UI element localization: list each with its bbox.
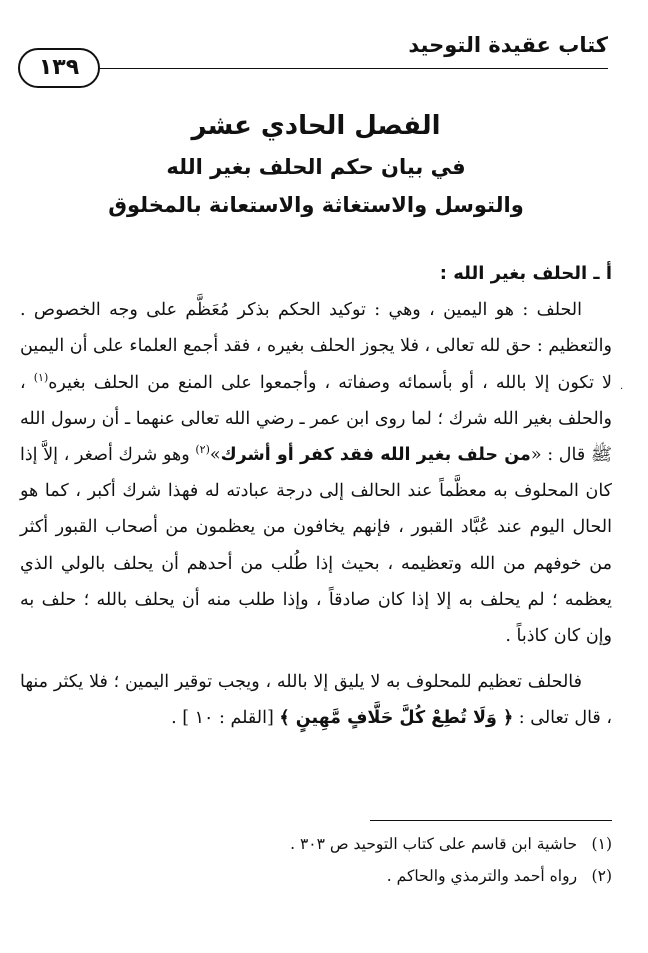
section-heading: أ ـ الحلف بغير الله : [439,263,612,284]
paragraph-2-part1: فالحلف تعظيم للمحلوف به لا يليق إلا بالله ، ويجب توقير اليمين ؛ فلا يكثر منها ، قال تعالى : [20,672,612,729]
verse-reference: [القلم : ١٠ ] . [171,708,280,729]
chapter-title: الفصل الحادي عشر [191,111,441,141]
book-title: كتاب عقيدة التوحيد [402,30,608,60]
paragraph-1-part2: ، والحلف بغير الله شرك ؛ لما روى ابن عمر ـ رضي الله تعالى عنهما ـ أن رسول الله ﷺ قال : « [20,372,613,466]
chapter-heading [20,104,612,224]
paragraph-2 [20,664,612,736]
paragraph-1-part4: وهو شرك أصغر ، إلاَّ إذا كان المحلوف به معظَّماً عند الحالف إلى درجة عبادته له فهذا شرك أكبر ، كما هو الحال اليوم عند عُبَّاد القبور ، فإنهم يخافون من يعظمون من أصحاب القبور أكثر من خوفهم من الله وتعظيمه ، بحيث إذا طُلب من أحدهم أن يحلف بالولي الذي يعظمه ؛ لم يحلف به إلا إذا كان صادقاً ، وإذا طلب منه أن يحلف بالله ؛ حلف به وإن كان كاذباً . [20,445,612,647]
footnote-2-number: (٢) [591,867,612,885]
footnote-ref-1: (١) [33,370,49,384]
footnote-ref-2: (٢) [195,443,210,457]
footnote-1-number: (١) [591,835,612,853]
hadith-text: من حلف بغير الله فقد كفر أو أشرك [220,445,531,466]
chapter-subtitle-line2: والتوسل والاستغاثة والاستعانة بالمخلوق [108,193,524,217]
page-number: ١٣٩ [18,48,100,88]
chapter-subtitle-line1: في بيان حكم الحلف بغير الله [166,155,466,179]
footnote-2 [20,860,612,892]
footnote-separator [370,820,612,821]
footnote-1 [20,828,612,860]
paragraph-1-part1: الحلف : هو اليمين ، وهي : توكيد الحكم بذكر مُعَظَّم على وجه الخصوص . والتعظيم : حق لله تعالى ، فلا يجوز الحلف بغيره ، فقد أجمع العلماء على أن اليمين لا تكون إلا بالله ، أو بأسمائه وصفاته ، وأجمعوا على المنع من الحلف بغيره [20,300,612,393]
header-rule [18,68,608,69]
footnote-2-text: رواه أحمد والترمذي والحاكم . [386,867,578,885]
running-header [18,30,608,86]
margin-mark: · [620,384,624,395]
footnotes [20,828,612,892]
paragraph-1-part3: » [209,445,221,466]
quran-verse: ﴿ وَلَا تُطِعْ كُلَّ حَلَّافٍ مَّهِينٍ ﴾ [279,708,514,729]
footnote-1-text: حاشية ابن قاسم على كتاب التوحيد ص ٣٠٣ . [290,835,578,853]
body-text [20,256,612,737]
paragraph-1 [20,292,612,654]
